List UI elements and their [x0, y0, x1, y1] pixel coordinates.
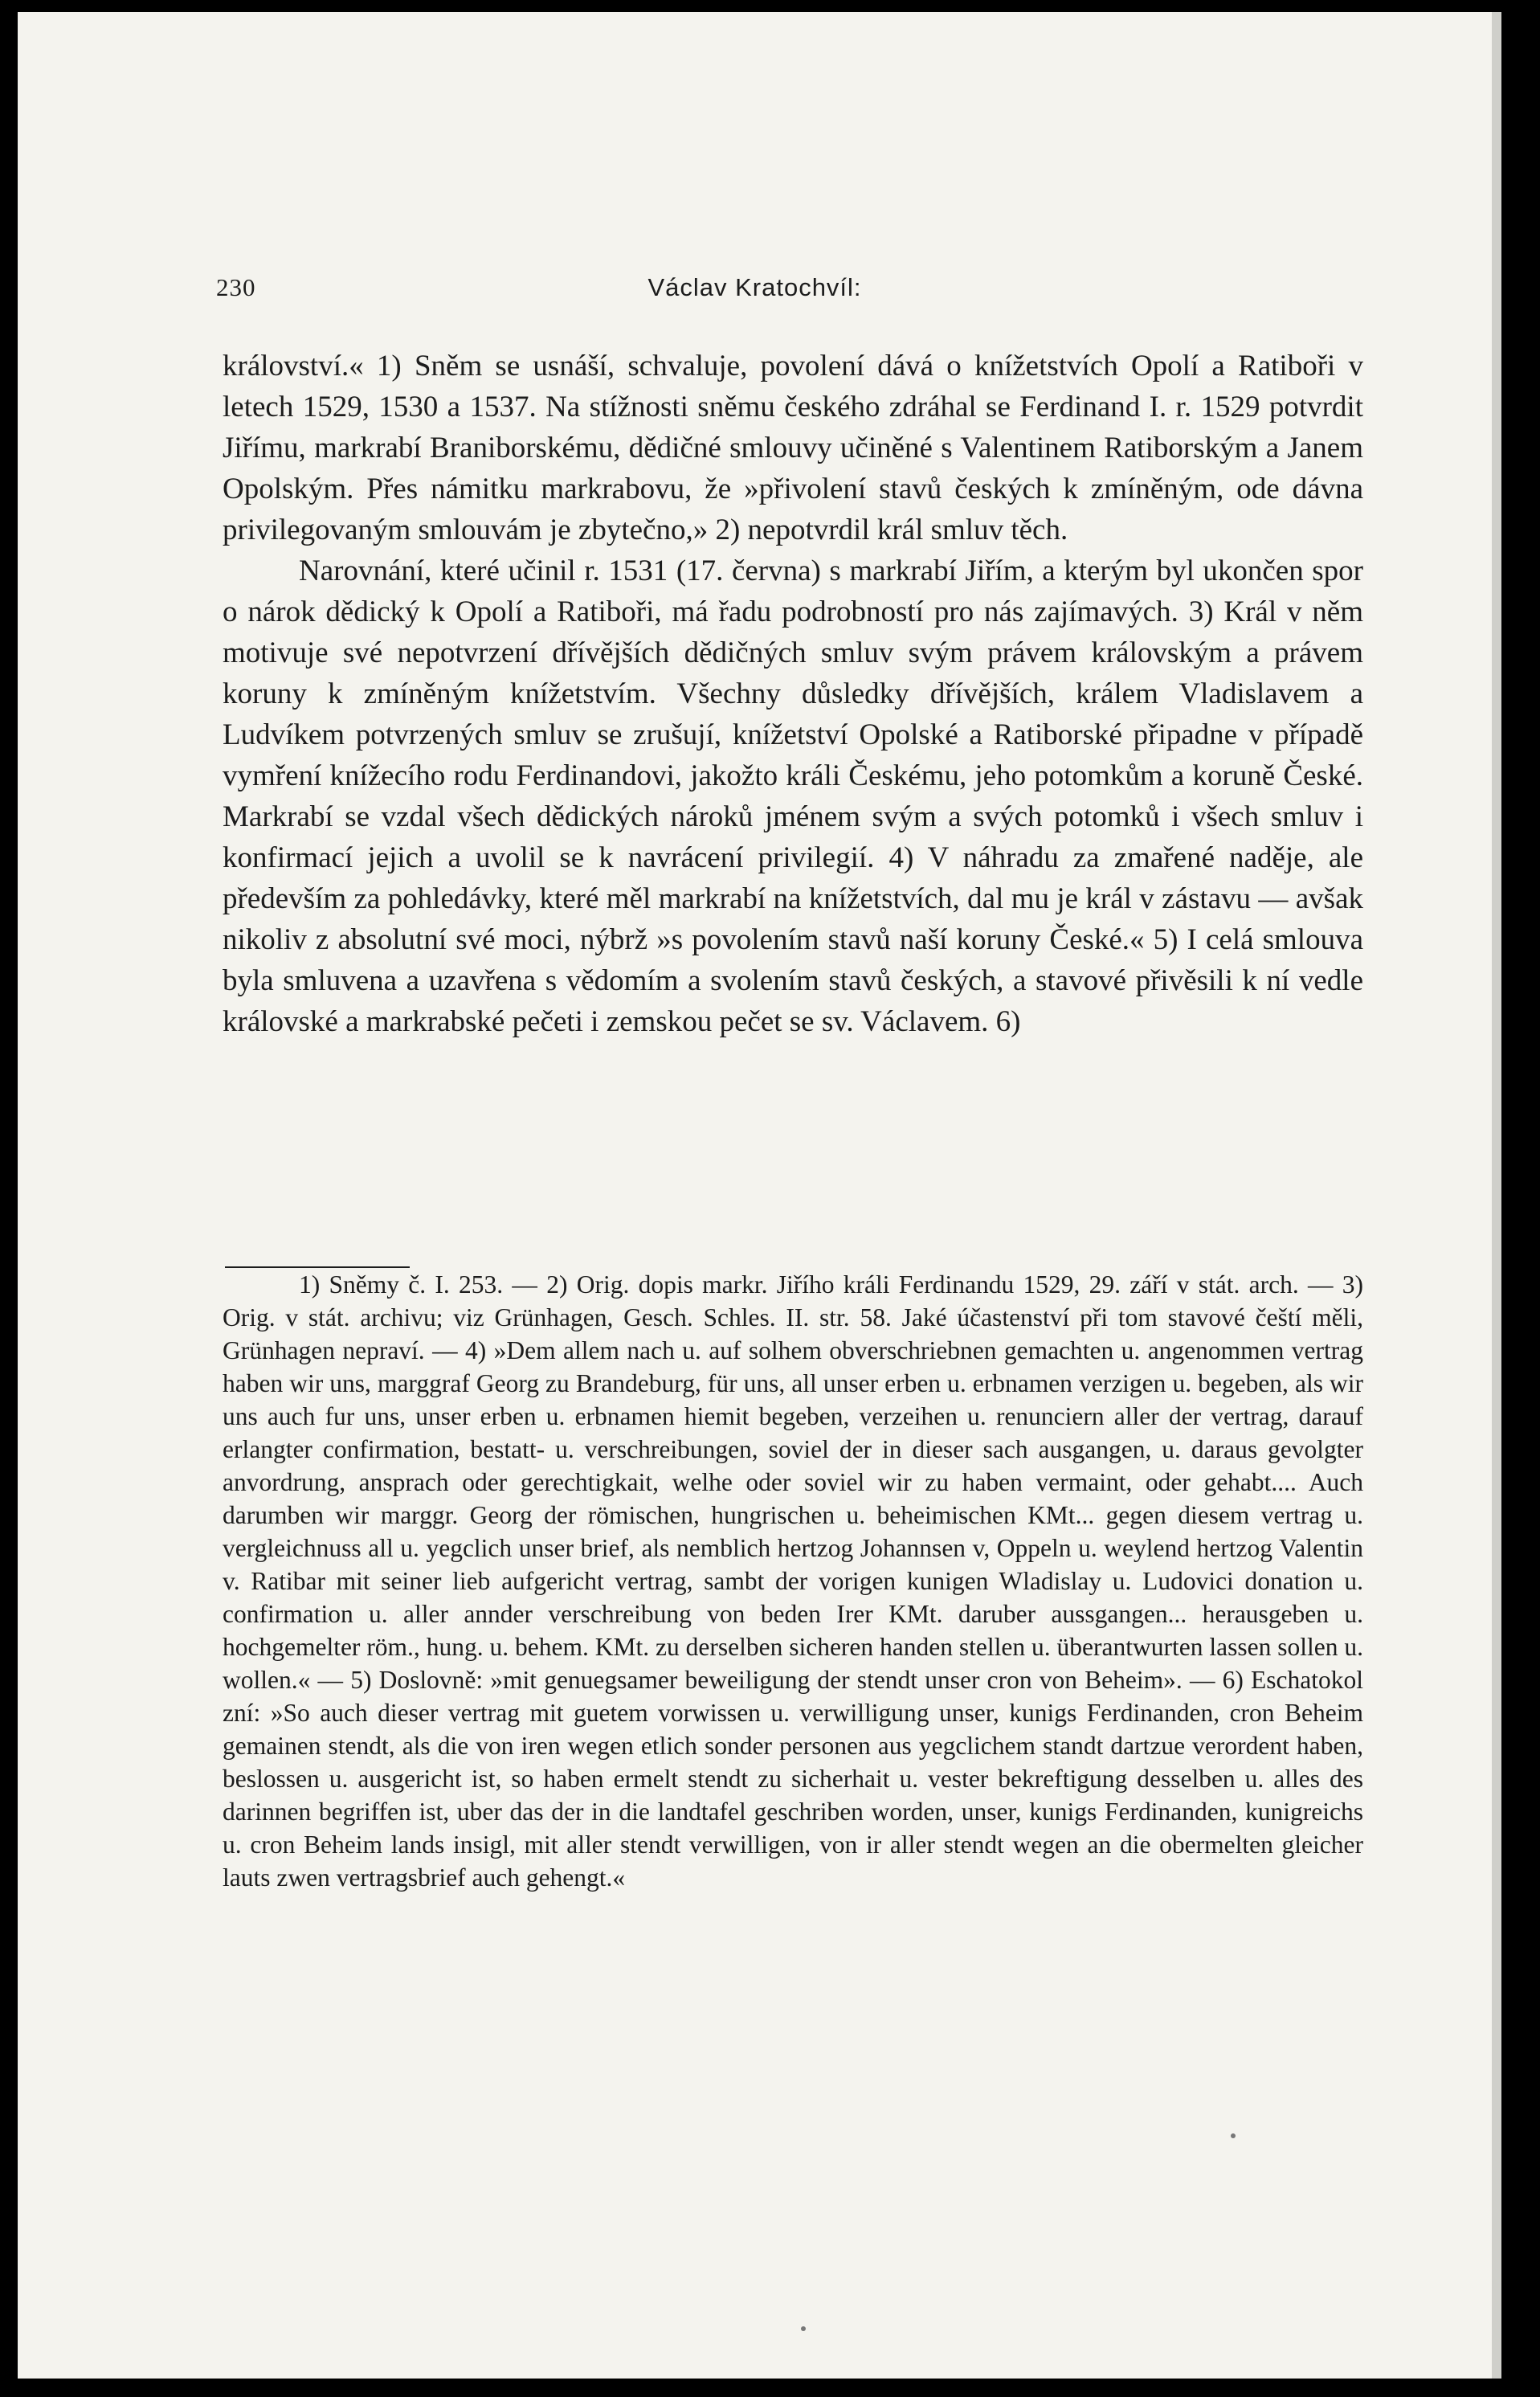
page-header: [18, 273, 1492, 305]
page-speck: [801, 2326, 806, 2331]
book-page: [18, 12, 1492, 2379]
page-number: 230: [216, 273, 256, 301]
paragraph-2: Narovnání, které učinil r. 1531 (17. června) s markrabí Jiřím, a kterým byl ukončen spor o nárok dědický k Opolí a Ratiboři, má řadu podrobností pro nás zajímavých. 3) Král v něm motivuje své nepotvrzení dřívějších dědičných smluv svým právem královským a právem koruny k zmíněným knížetstvím. Všechny důsledky dřívějších, králem Vladislavem a Ludvíkem potvrzených smluv se zrušují, knížetství Opolské a Ratiborské připadne v případě vymření knížecího rodu Ferdinandovi, jakožto králi Českému, jeho potomkům a koruně České. Markrabí se vzdal všech dědických nároků jménem svým a svých potomků i všech smluv i konfirmací jejich a uvolil se k navrácení privilegií. 4) V náhradu za zmařené naděje, ale především za pohledávky, které měl markrabí na knížetstvích, dal mu je král v zástavu — avšak nikoliv z absolutní své moci, nýbrž »s povolením stavů naší koruny České.« 5) I celá smlouva byla smluvena a uzavřena s vědomím a svolením stavů českých, a stavové přivěsili k ní vedle královské a markrabské pečeti i zemskou pečet se sv. Václavem. 6): [223, 554, 1363, 1038]
footnotes: [223, 1268, 1363, 1894]
page-edge-shadow: [1492, 12, 1501, 2379]
page-speck: [1231, 2133, 1236, 2138]
main-text: [223, 346, 1363, 1042]
footnote-block: 1) Sněmy č. I. 253. — 2) Orig. dopis markr. Jiřího králi Ferdinandu 1529, 29. září v stát. arch. — 3) Orig. v stát. archivu; viz Grünhagen, Gesch. Schles. II. str. 58. Jaké účastenství při tom stavové čeští měli, Grünhagen nepraví. — 4) »Dem allem nach u. auf solhem obverschriebnen gemachten u. angenommen vertrag haben wir uns, marggraf Georg zu Brandeburg, für uns, all unser erben u. erbnamen verzigen u. begeben, als wir uns auch fur uns, unser erben u. erbnamen hiemit begeben, verzeihen u. renunciern aller der vertrag, darauf erlangter confirmation, bestatt- u. verschreibungen, soviel der in dieser sach ausgangen, u. daraus gevolgter anvordrung, ansprach oder gerechtigkait, welhe oder soviel wir zu haben vermaint, oder gehabt.... Auch darumben wir marggr. Georg der römischen, hungrischen u. beheimischen KMt... gegen diesem vertrag u. vergleichnuss all u. yegclich unser brief, als nemblich hertzog Johannsen v, Oppeln u. weylend hertzog Valentin v. Ratibar mit seiner lieb aufgericht vertrag, sambt der vorigen kunigen Wladislay u. Ludovici donation u. confirmation u. aller annder verschreibung von beden Irer KMt. daruber aussgangen... herausgeben u. hochgemelter röm., hung. u. behem. KMt. zu derselben sicheren handen stellen u. überantwurten lassen sollen u. wollen.« — 5) Doslovně: »mit genuegsamer beweiligung der stendt unser cron von Beheim». — 6) Eschatokol zní: »So auch dieser vertrag mit guetem vorwissen u. verwilligung unser, kunigs Ferdinanden, cron Beheim gemainen stendt, als die von iren wegen etlich sonder personen aus yegclichem standt dartzue verordent haben, beslossen u. ausgericht ist, so haben ermelt stendt zu sicherhait u. vester bekreftigung desselben u. alles des darinnen begriffen ist, uber das der in die landtafel geschriben worden, unser, kunigs Ferdinanden, kunigreichs u. cron Beheim lands insigl, mit aller stendt verwilligen, von ir aller stendt wegen an die obermelten gleicher lauts zwen vertragsbrief auch gehengt.«: [223, 1270, 1363, 1892]
paragraph-1: království.« 1) Sněm se usnáší, schvaluje, povolení dává o knížetstvích Opolí a Ratiboři v letech 1529, 1530 a 1537. Na stížnosti sněmu českého zdráhal se Ferdinand I. r. 1529 potvrdit Jiřímu, markrabí Braniborskému, dědičné smlouvy učiněné s Valentinem Ratiborským a Janem Opolským. Přes námitku markrabovu, že »přivolení stavů českých k zmíněným, ode dávna privilegovaným smlouvám je zbytečno,» 2) nepotvrdil král smluv těch.: [223, 350, 1363, 546]
running-head: Václav Kratochvíl:: [647, 273, 862, 301]
